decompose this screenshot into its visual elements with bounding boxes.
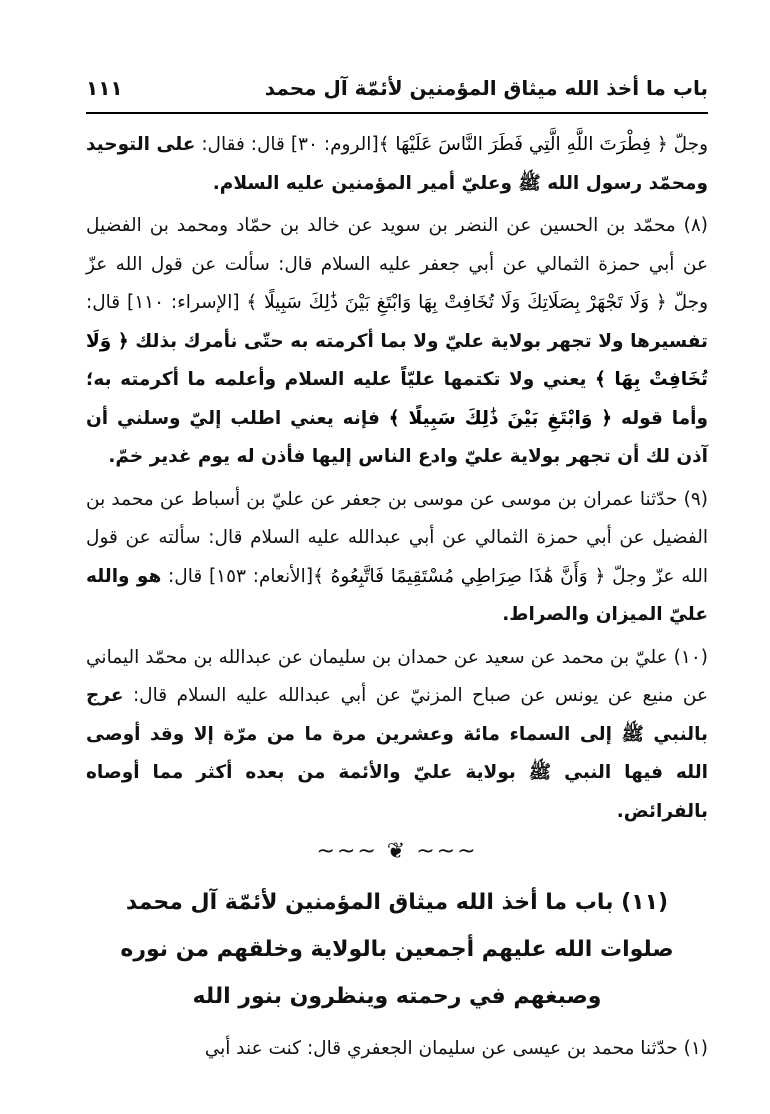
page-body bbox=[86, 126, 708, 1069]
text: [الروم: ٣٠] قال: فقال: bbox=[195, 134, 379, 155]
paragraph-5 bbox=[86, 1030, 708, 1069]
chapter-heading: (١١) باب ما أخذ الله ميثاق المؤمنين لأئمّة آل محمد صلوات الله عليهم أجمعين بالولاية وخلقهم من نوره وصبغهم في رحمته وينظرون بنور الله bbox=[120, 890, 674, 1009]
bold-text: هو والله عليّ الميزان والصراط. bbox=[86, 565, 708, 625]
paragraph-1 bbox=[86, 126, 708, 203]
text: (١٠) عليّ بن محمد عن سعيد عن حمدان بن سليمان عن عبدالله بن محمّد اليماني عن منيع عن يونس عن صباح المزنيّ عن أبي عبدالله عليه السلام قال: bbox=[86, 646, 708, 706]
paragraph-2 bbox=[86, 207, 708, 477]
paragraph-4 bbox=[86, 639, 708, 832]
quran-verse: ﴿ وَأَنَّ هَٰذَا صِرَاطِي مُسْتَقِيمًا فَاتَّبِعُوهُ ﴾ bbox=[313, 565, 606, 587]
quran-verse: ﴿ وَابْتَغِ بَيْنَ ذَٰلِكَ سَبِيلًا ﴾ bbox=[388, 407, 613, 429]
bold-text: عرج بالنبي ﷺ إلى السماء مائة وعشرين مرة ما من مرّة إلا وقد أوصى الله فيها النبي ﷺ بولاية عليّ والأئمة من بعده أكثر مما أوصاه بالفرائض. bbox=[86, 685, 708, 822]
bold-text: يعني ولا تكتمها عليّاً عليه السلام وأعلمه ما أكرمته به؛ وأما قوله bbox=[86, 369, 708, 429]
text: (٨) محمّد بن الحسين عن النضر بن سويد عن خالد بن حمّاد ومحمد بن الفضيل عن أبي حمزة الثمالي عن أبي جعفر عليه السلام قال: سألت عن قول الله عزّ وجلّ bbox=[86, 215, 709, 313]
text: [الأنعام: ١٥٣] قال: bbox=[161, 565, 314, 587]
text: (٩) حدّثنا عمران بن موسى عن موسى بن جعفر عن عليّ بن أسباط عن محمد بن الفضيل عن أبي حمزة الثمالي عن أبي عبدالله عليه السلام قال: سألته عن قول الله عزّ وجلّ bbox=[86, 488, 709, 587]
page-number: ١١١ bbox=[86, 76, 123, 100]
text: وجلّ bbox=[667, 134, 709, 155]
header-rule bbox=[86, 112, 708, 114]
quran-verse: ﴿ فِطْرَتَ اللَّهِ الَّتِي فَطَرَ النَّاسَ عَلَيْهَا ﴾ bbox=[378, 134, 668, 155]
text: (١) حدّثنا محمد بن عيسى عن سليمان الجعفري قال: كنت عند أبي bbox=[204, 1038, 708, 1059]
section-ornament: ~~~ ❦ ~~~ bbox=[316, 839, 478, 864]
quran-verse: ﴿ وَلَا تُخَافِتْ بِهَا ﴾ bbox=[86, 330, 708, 390]
quran-verse: ﴿ وَلَا تَجْهَرْ بِصَلَاتِكَ وَلَا تُخَافِتْ بِهَا وَابْتَغِ بَيْنَ ذَٰلِكَ سَبِيلًا ﴾ bbox=[246, 292, 667, 313]
page-header bbox=[86, 74, 708, 110]
paragraph-3 bbox=[86, 481, 708, 635]
bold-text: فإنه يعني اطلب إليّ وسلني أن آذن لك أن تجهر بولاية عليّ وادع الناس إليها فأذن له يوم غدير خمّ. bbox=[86, 407, 708, 467]
bold-text: تفسيرها ولا تجهر بولاية عليّ ولا بما أكرمته به حتّى نأمرك بذلك bbox=[128, 330, 708, 352]
running-header-title: باب ما أخذ الله ميثاق المؤمنين لأئمّة آل محمد bbox=[264, 76, 708, 100]
text: [الإسراء: ١١٠] قال: bbox=[86, 292, 247, 313]
bold-text: على التوحيد ومحمّد رسول الله ﷺ وعليّ أمير المؤمنين عليه السلام. bbox=[86, 134, 708, 194]
